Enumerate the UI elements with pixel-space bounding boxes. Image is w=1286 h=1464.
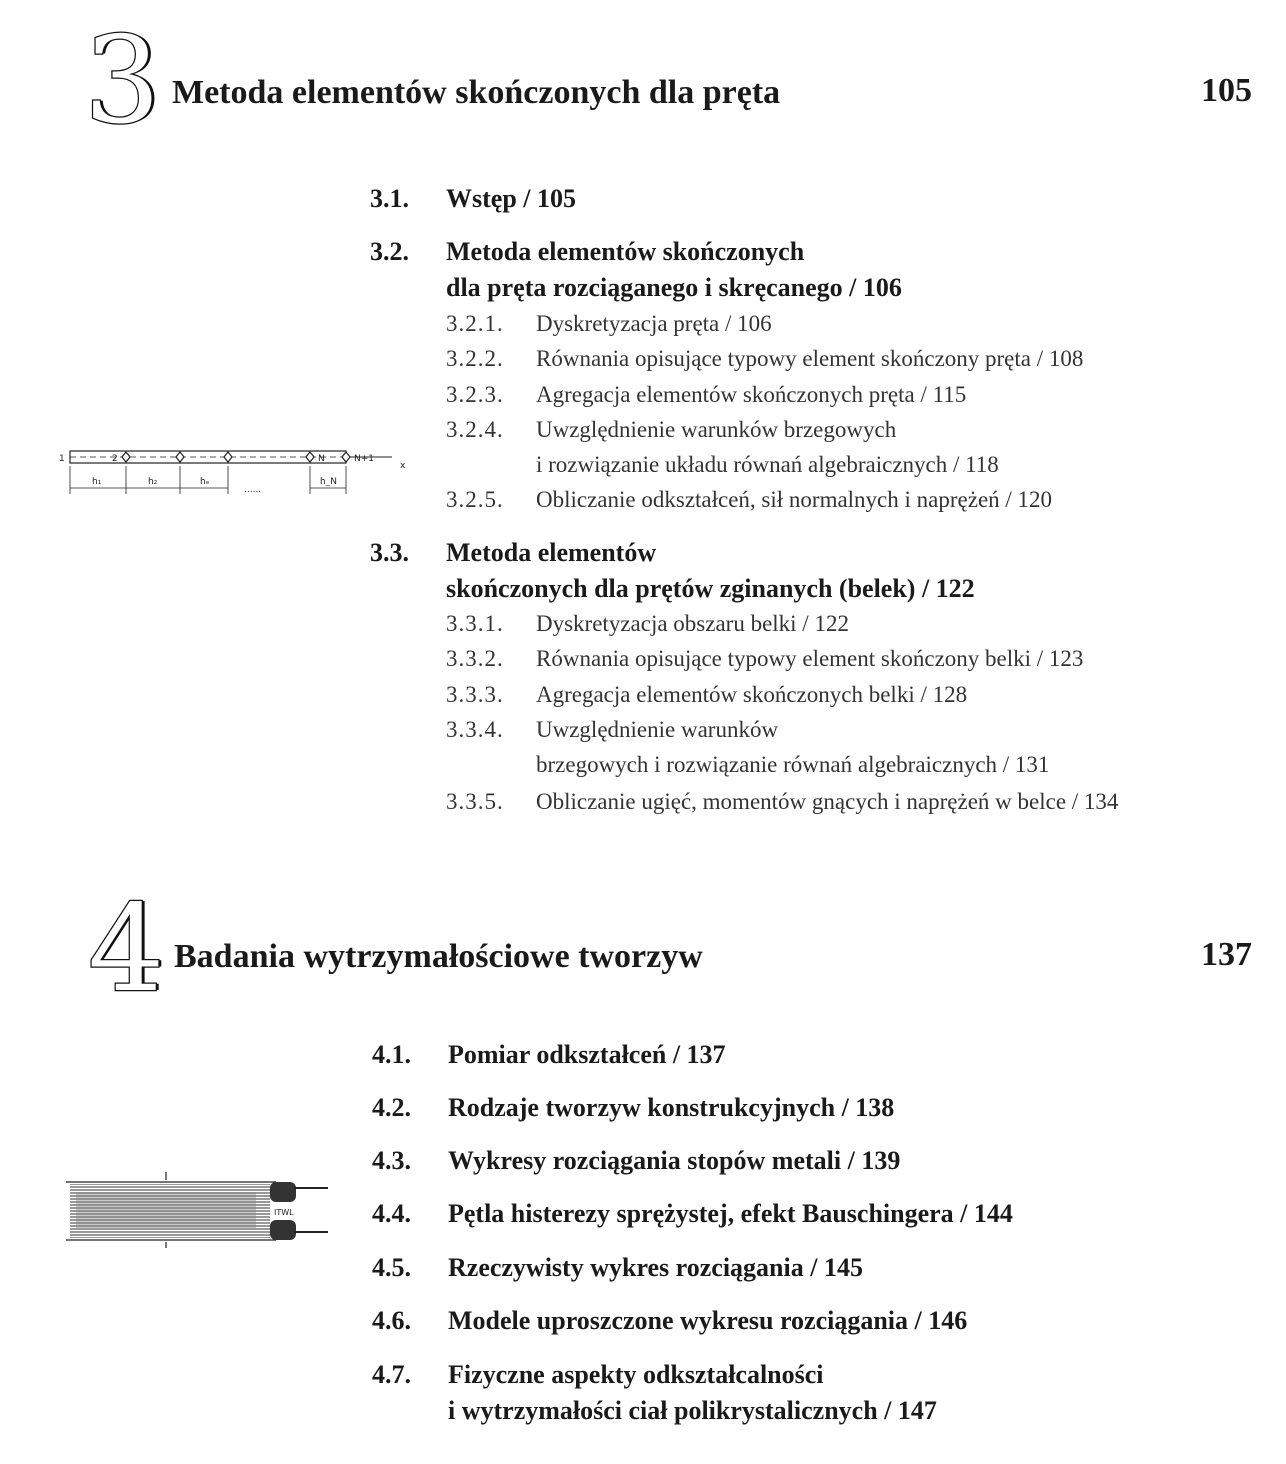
gauge-label: ITWL <box>274 1208 294 1217</box>
subsection-title-line: Uwzględnienie warunków <box>536 717 779 742</box>
node-label: 2 <box>112 454 118 464</box>
subsection-title-line: Uwzględnienie warunków brzegowych <box>536 417 897 442</box>
chapter-title[interactable]: Metoda elementów skończonych dla pręta <box>172 74 781 111</box>
chapter-number: 3 <box>84 12 161 151</box>
section-number: 4.5. <box>372 1253 411 1282</box>
section-title-line: Fizyczne aspekty odkształcalności <box>448 1360 824 1389</box>
section-number: 3.2. <box>370 237 409 266</box>
subsection-number: 3.3.2. <box>446 646 504 671</box>
subsection-number: 3.3.1. <box>446 611 504 636</box>
subsection-title-line: brzegowych i rozwiązanie równań algebraicznych / 131 <box>536 752 1050 777</box>
subsection-number: 3.2.1. <box>446 311 504 336</box>
subsection-number: 3.2.4. <box>446 417 504 442</box>
subsection-number: 3.3.4. <box>446 717 504 742</box>
section-title: Pętla histerezy sprężystej, efekt Bauschingera / 144 <box>448 1199 1013 1228</box>
subsection-title: Obliczanie odkształceń, sił normalnych i naprężeń / 120 <box>536 487 1053 512</box>
element-length-label: h₂ <box>148 477 158 487</box>
subsection-number: 3.3.3. <box>446 682 504 707</box>
bar-discretization-figure <box>56 440 426 500</box>
subsection-number: 3.2.5. <box>446 487 504 512</box>
section-number: 3.1. <box>370 184 409 213</box>
subsection-title: Agregacja elementów skończonych belki / 128 <box>536 682 968 707</box>
subsection-title-line: i rozwiązanie układu równań algebraicznych / 118 <box>536 452 999 477</box>
section-title: Modele uproszczone wykresu rozciągania / 146 <box>448 1306 968 1335</box>
section-number: 4.1. <box>372 1040 411 1069</box>
section-title <box>446 535 975 607</box>
chapter-page: 105 <box>1201 72 1252 109</box>
section-number: 4.2. <box>372 1093 411 1122</box>
section-number: 4.4. <box>372 1199 411 1228</box>
axis-label: x <box>400 461 406 471</box>
section-title-line: Metoda elementów <box>446 538 657 567</box>
section-title: Rzeczywisty wykres rozciągania / 145 <box>448 1253 863 1282</box>
section-number: 4.6. <box>372 1306 411 1335</box>
subsection-title: Równania opisujące typowy element skończony belki / 123 <box>536 646 1084 671</box>
subsection-number: 3.3.5. <box>446 789 504 814</box>
subsection-number: 3.2.3. <box>446 382 504 407</box>
subsection-title: Dyskretyzacja obszaru belki / 122 <box>536 611 849 636</box>
element-length-label: h₁ <box>92 477 102 487</box>
section-title: Rodzaje tworzyw konstrukcyjnych / 138 <box>448 1093 895 1122</box>
chapter-page: 137 <box>1201 936 1252 973</box>
subsection-title <box>536 412 999 482</box>
node-label: 1 <box>59 454 65 464</box>
section-title-line: i wytrzymałości ciał polikrystalicznych / 147 <box>448 1396 937 1425</box>
element-length-label: hₑ <box>200 477 210 487</box>
section-title-line: skończonych dla prętów zginanych (belek) / 122 <box>446 574 975 603</box>
section-number: 4.3. <box>372 1146 411 1175</box>
section-number: 4.7. <box>372 1360 411 1389</box>
chapter-number: 4 <box>88 880 165 1019</box>
subsection-title: Dyskretyzacja pręta / 106 <box>536 311 772 336</box>
node-label: N <box>318 454 325 464</box>
element-length-label: h_N <box>320 477 337 487</box>
subsection-number: 3.2.2. <box>446 346 504 371</box>
section-number: 3.3. <box>370 538 409 567</box>
section-title <box>446 234 902 306</box>
section-title: Wstęp / 105 <box>446 184 576 213</box>
subsection-title: Agregacja elementów skończonych pręta / 115 <box>536 382 967 407</box>
strain-gauge-figure <box>66 1168 336 1248</box>
section-title-line: Metoda elementów skończonych <box>446 237 805 266</box>
section-title-line: dla pręta rozciąganego i skręcanego / 106 <box>446 273 902 302</box>
section-title: Wykresy rozciągania stopów metali / 139 <box>448 1146 901 1175</box>
node-label: N+1 <box>354 454 374 464</box>
subsection-title <box>536 712 1049 782</box>
subsection-title: Obliczanie ugięć, momentów gnących i naprężeń w belce / 134 <box>536 789 1119 814</box>
ellipsis-label: ...... <box>244 485 262 495</box>
chapter-title[interactable]: Badania wytrzymałościowe tworzyw <box>174 938 703 975</box>
subsection-title: Równania opisujące typowy element skończony pręta / 108 <box>536 346 1084 371</box>
section-title <box>448 1357 937 1429</box>
section-title: Pomiar odkształceń / 137 <box>448 1040 726 1069</box>
